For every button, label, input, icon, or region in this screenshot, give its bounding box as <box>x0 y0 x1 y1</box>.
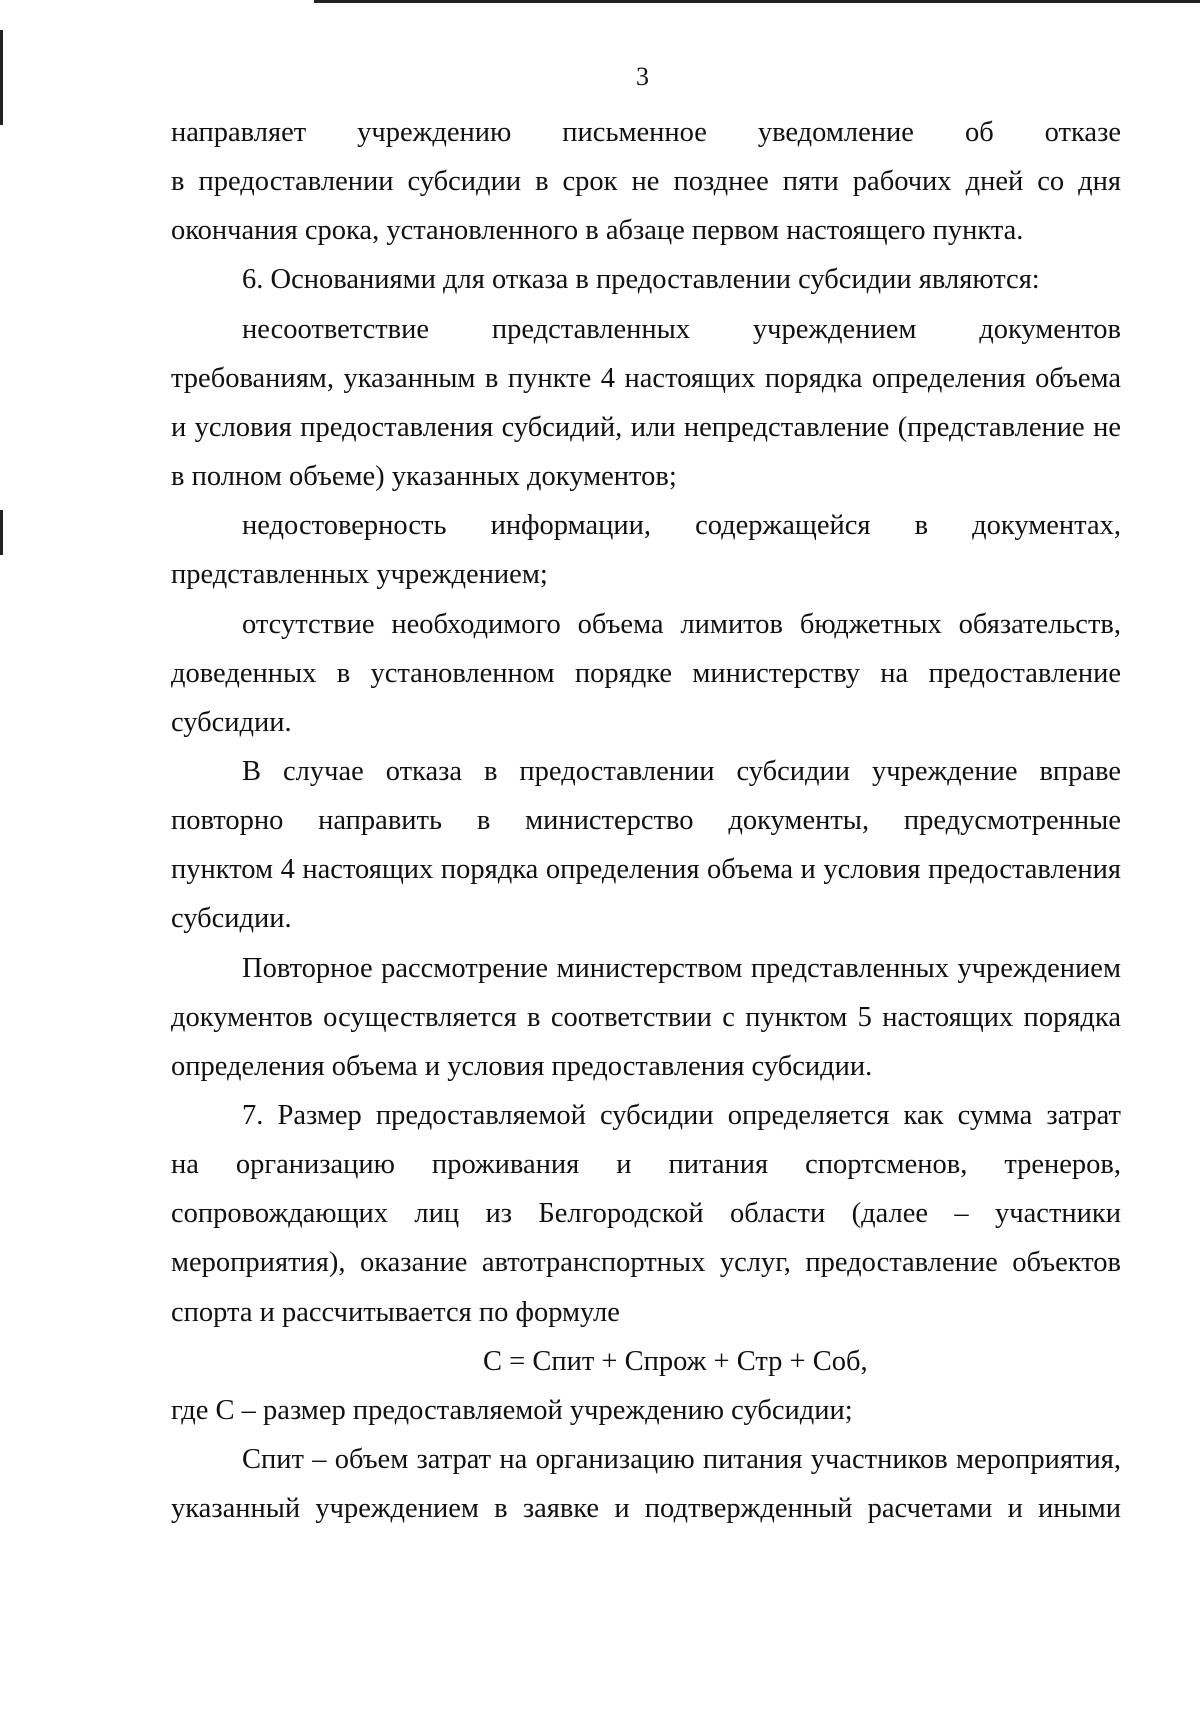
text-line: и условия предоставления субсидий, или непредставление (представление не <box>171 411 1121 443</box>
formula: С = Спит + Спрож + Стр + Соб, <box>483 1345 868 1377</box>
text-line: субсидии. <box>171 706 292 738</box>
paragraph-start: В случае отказа в предоставлении субсидии учреждение вправе <box>242 755 1121 787</box>
scan-top-border <box>314 0 1200 3</box>
paragraph-start: несоответствие представленных учреждением документов <box>242 313 1121 345</box>
paragraph-start: недостоверность информации, содержащейся в документах, <box>242 510 1121 542</box>
paragraph-start: Спит – объем затрат на организацию питания участников мероприятия, <box>242 1444 1121 1476</box>
scan-edge-mark <box>0 510 3 555</box>
text-line: определения объема и условия предоставления субсидии. <box>171 1050 873 1082</box>
text-line: в полном объеме) указанных документов; <box>171 461 677 493</box>
text-line: мероприятия), оказание автотранспортных услуг, предоставление объектов <box>171 1247 1121 1279</box>
text-line: спорта и рассчитывается по формуле <box>171 1296 620 1328</box>
text-line: пунктом 4 настоящих порядка определения объема и условия предоставления <box>171 854 1121 886</box>
text-line: сопровождающих лиц из Белгородской области (далее – участники <box>171 1198 1121 1230</box>
text-line: где С – размер предоставляемой учреждению субсидии; <box>171 1394 853 1426</box>
text-line: на организацию проживания и питания спортсменов, тренеров, <box>171 1149 1121 1181</box>
paragraph-start: 6. Основаниями для отказа в предоставлении субсидии являются: <box>242 264 1040 296</box>
paragraph-start: 7. Размер предоставляемой субсидии определяется как сумма затрат <box>242 1100 1121 1131</box>
text-line: в предоставлении субсидии в срок не позднее пяти рабочих дней со дня <box>171 166 1121 198</box>
scan-edge-mark <box>0 30 3 125</box>
text-line: повторно направить в министерство документы, предусмотренные <box>171 805 1121 837</box>
text-line: представленных учреждением; <box>171 559 548 591</box>
text-line: окончания срока, установленного в абзаце первом настоящего пункта. <box>171 215 1024 247</box>
paragraph-start: отсутствие необходимого объема лимитов бюджетных обязательств, <box>242 608 1121 640</box>
text-line: документов осуществляется в соответствии с пунктом 5 настоящих порядка <box>171 1001 1121 1033</box>
paragraph-start: Повторное рассмотрение министерством представленных учреждением <box>242 952 1121 984</box>
text-line: указанный учреждением в заявке и подтвержденный расчетами и иными <box>171 1493 1121 1525</box>
text-line: направляет учреждению письменное уведомление об отказе <box>171 117 1121 148</box>
text-line: требованиям, указанным в пункте 4 настоящих порядка определения объема <box>171 362 1121 394</box>
text-line: доведенных в установленном порядке министерству на предоставление <box>171 657 1121 689</box>
text-line: субсидии. <box>171 903 292 935</box>
page-number: 3 <box>636 62 649 91</box>
